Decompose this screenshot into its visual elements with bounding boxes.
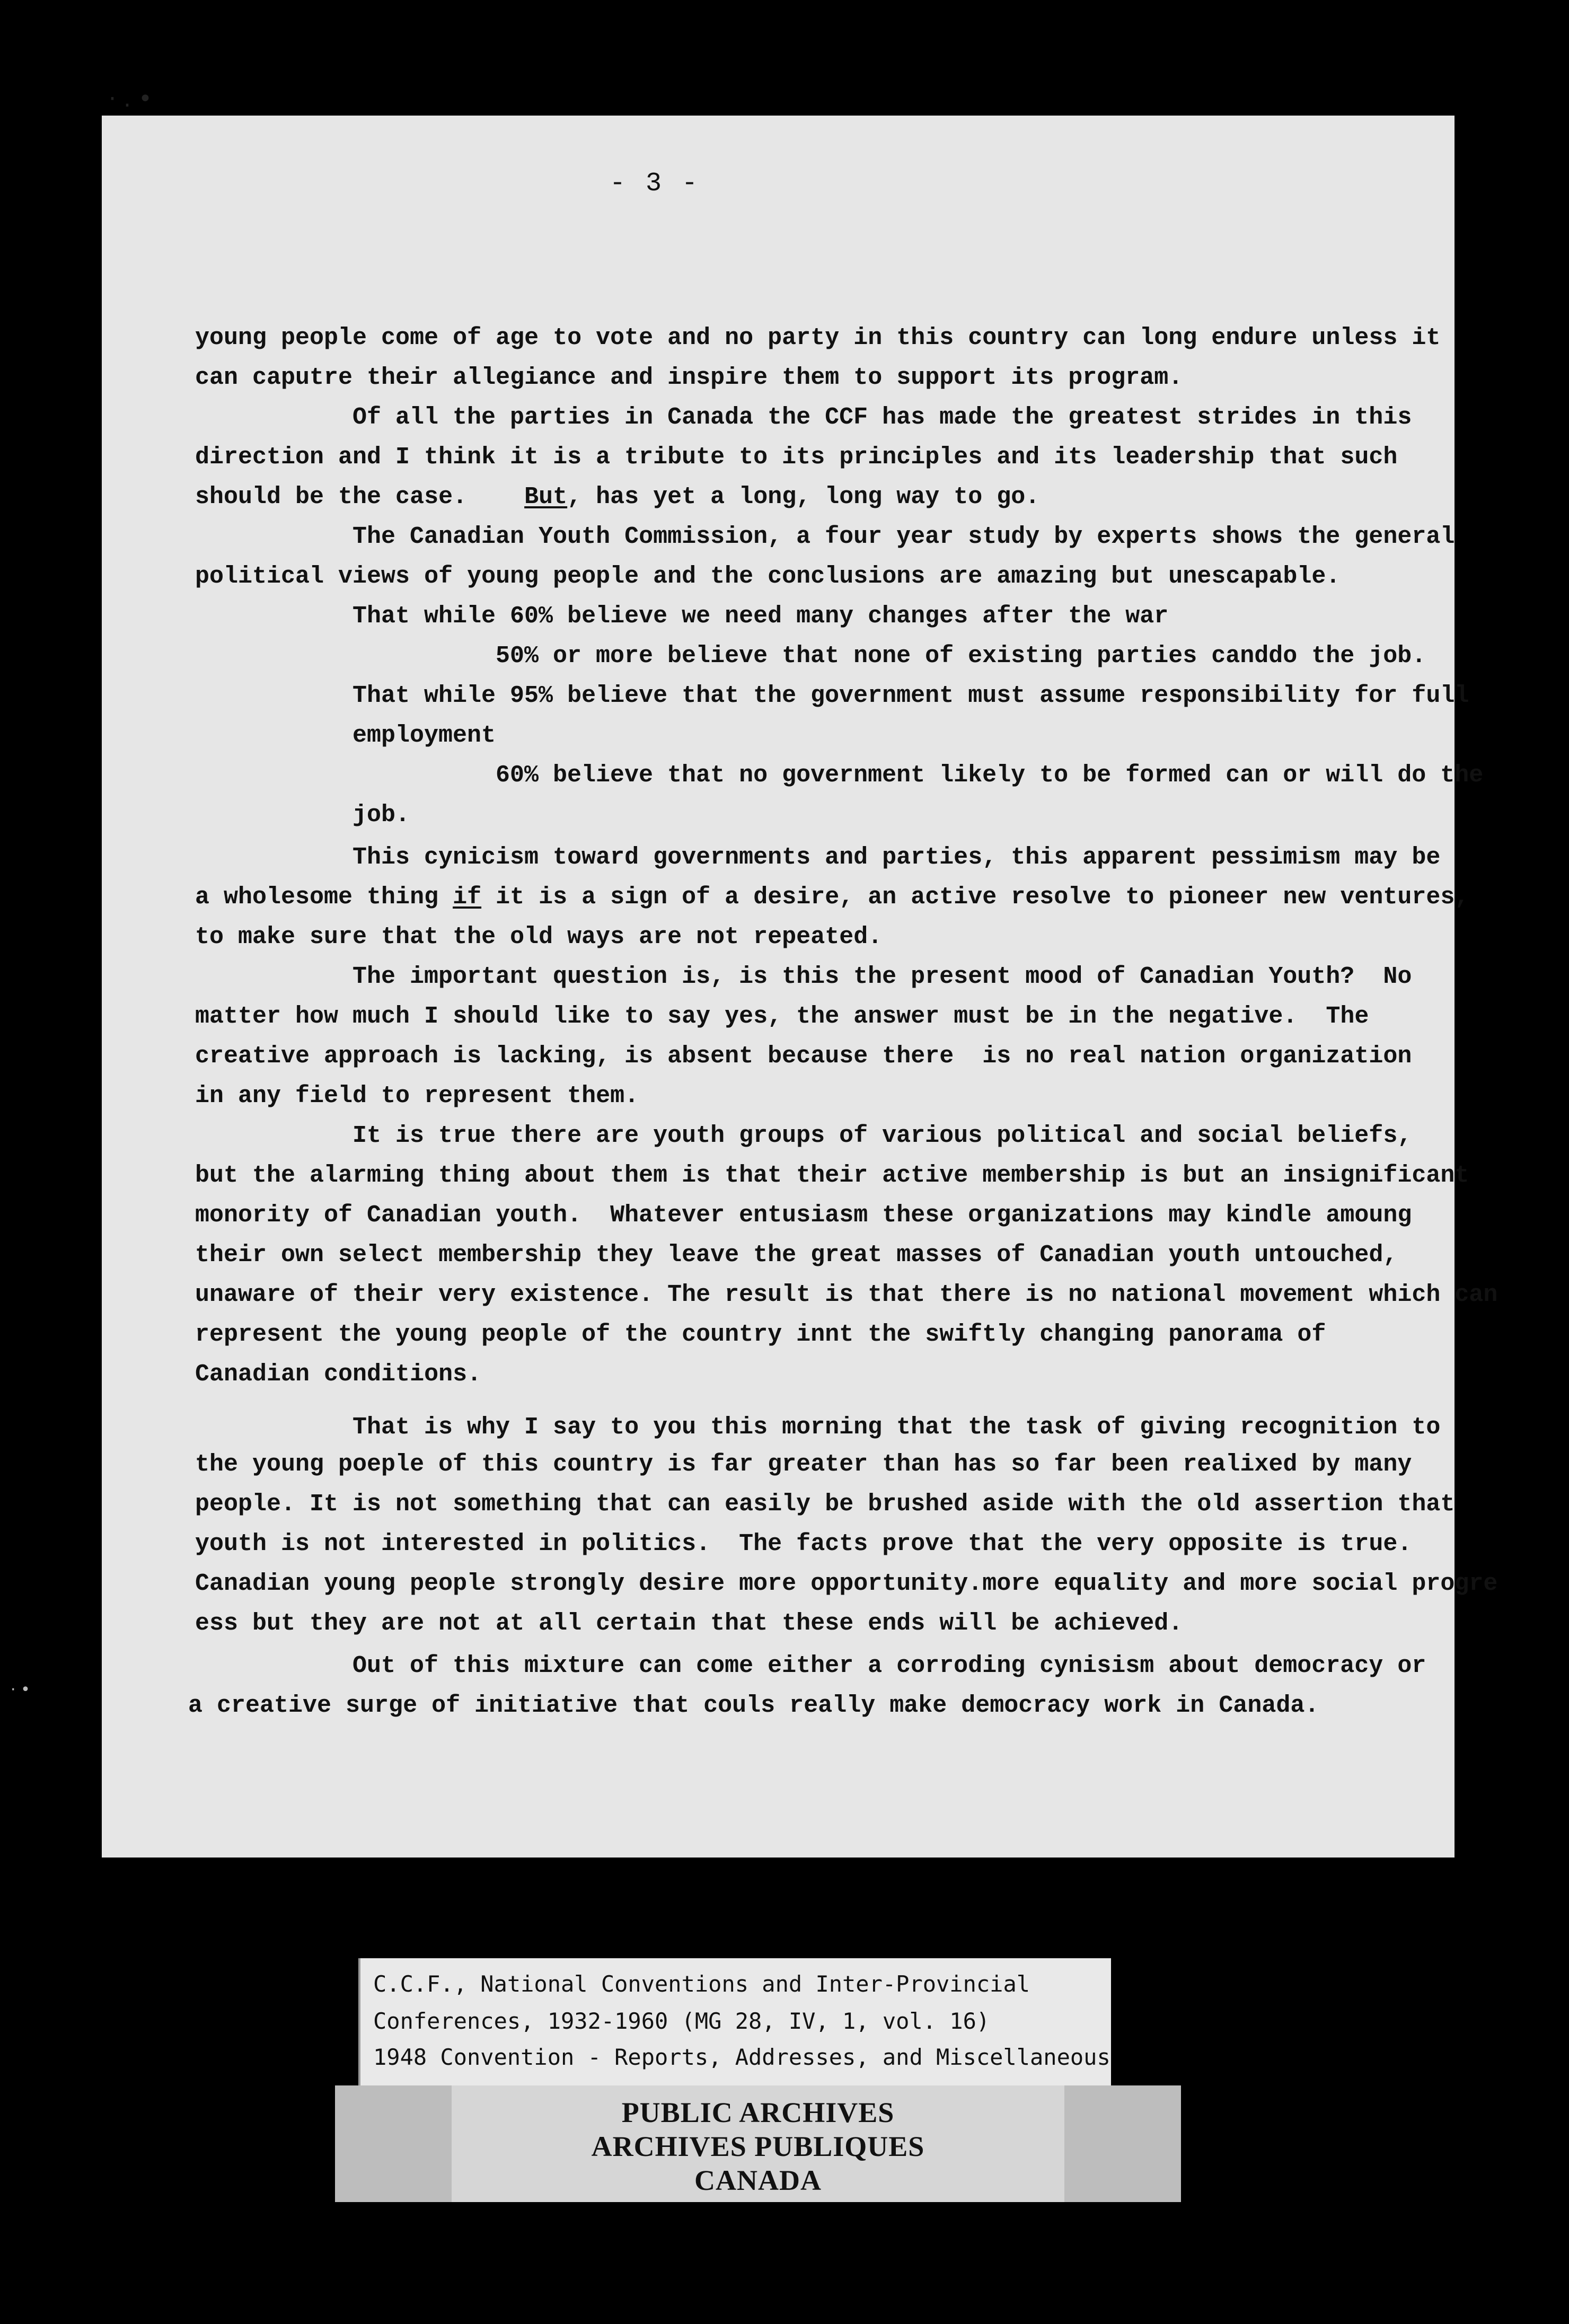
- text-line: people. It is not something that can easily be brushed aside with the old assertion that: [195, 1491, 1455, 1518]
- text-line: in any field to represent them.: [195, 1082, 639, 1110]
- text-line: That is why I say to you this morning that the task of giving recognition to: [352, 1414, 1441, 1441]
- text-line: 50% or more believe that none of existing parties canddo the job.: [496, 642, 1426, 670]
- text-line: This cynicism toward governments and parties, this apparent pessimism may be: [352, 844, 1441, 871]
- speck-marks: · . •: [109, 85, 152, 112]
- text-line: political views of young people and the conclusions are amazing but unescapable.: [195, 563, 1341, 590]
- text-line: unaware of their very existence. The result is that there is no national movement which can: [195, 1281, 1498, 1308]
- text-line: The Canadian Youth Commission, a four year study by experts shows the general: [352, 523, 1455, 550]
- text-line: direction and I think it is a tribute to its principles and its leadership that such: [195, 444, 1398, 471]
- text-line: That while 95% believe that the government must assume responsibility for full: [352, 682, 1469, 709]
- text-line: creative approach is lacking, is absent because there is no real nation organization: [195, 1043, 1412, 1070]
- text-line: It is true there are youth groups of various political and social beliefs,: [352, 1122, 1412, 1149]
- text-line: ess but they are not at all certain that these ends will be achieved.: [195, 1610, 1183, 1637]
- text-line: Out of this mixture can come either a corroding cynisism about democracy or: [352, 1652, 1426, 1679]
- text-line: Canadian young people strongly desire more opportunity.more equality and more social progre: [195, 1570, 1498, 1597]
- text-line: to make sure that the old ways are not repeated.: [195, 923, 883, 950]
- text-segment: , has yet a long, long way to go.: [567, 483, 1040, 510]
- text-segment: should be the case.: [195, 483, 468, 510]
- text-line: Canadian conditions.: [195, 1361, 482, 1388]
- text-line: 60% believe that no government likely to be formed can or will do the: [496, 762, 1484, 789]
- text-line: Of all the parties in Canada the CCF has made the greatest strides in this: [352, 404, 1412, 431]
- text-line: employment: [352, 722, 496, 749]
- text-segment: a wholesome thing: [195, 884, 453, 911]
- label-line-3: 1948 Convention - Reports, Addresses, and Miscellaneous: [373, 2044, 1110, 2070]
- text-line: The important question is, is this the present mood of Canadian Youth? No: [352, 963, 1412, 990]
- text-line: a creative surge of initiative that couls really make democracy work in Canada.: [188, 1692, 1319, 1719]
- stamp-line-1: PUBLIC ARCHIVES: [621, 2097, 895, 2128]
- archives-stamp: [335, 2085, 1181, 2202]
- text-line: job.: [352, 802, 410, 829]
- text-line: That while 60% believe we need many changes after the war: [352, 603, 1169, 630]
- underlined-word: if: [453, 884, 482, 911]
- label-line-2: Conferences, 1932-1960 (MG 28, IV, 1, vol. 16): [373, 2008, 990, 2034]
- text-line: monority of Canadian youth. Whatever entusiasm these organizations may kindle amoung: [195, 1202, 1412, 1229]
- stamp-line-3: CANADA: [694, 2164, 822, 2196]
- page-number: - 3 -: [610, 169, 700, 199]
- text-line: can caputre their allegiance and inspire them to support its program.: [195, 364, 1183, 391]
- text-line: matter how much I should like to say yes, the answer must be in the negative. The: [195, 1003, 1369, 1030]
- text-line-with-underline: [195, 885, 1469, 909]
- underlined-word: But: [524, 483, 568, 510]
- text-line: their own select membership they leave the great masses of Canadian youth untouched,: [195, 1242, 1398, 1269]
- archive-reference-label: [358, 1958, 1111, 2085]
- stamp-line-2: ARCHIVES PUBLIQUES: [591, 2131, 925, 2162]
- text-line: represent the young people of the country innt the swiftly changing panorama of: [195, 1321, 1326, 1348]
- margin-specks: · •: [11, 1680, 30, 1699]
- text-line-with-underline: [195, 485, 1039, 509]
- text-line: the young poeple of this country is far greater than has so far been realixed by many: [195, 1451, 1412, 1478]
- text-line: youth is not interested in politics. The facts prove that the very opposite is true.: [195, 1530, 1412, 1557]
- label-line-1: C.C.F., National Conventions and Inter-Provincial: [373, 1971, 1030, 1997]
- text-segment: it is a sign of a desire, an active resolve to pioneer new ventures,: [481, 884, 1469, 911]
- text-line: young people come of age to vote and no party in this country can long endure unless it: [195, 324, 1441, 351]
- text-line: but the alarming thing about them is that their active membership is but an insignificant: [195, 1162, 1469, 1189]
